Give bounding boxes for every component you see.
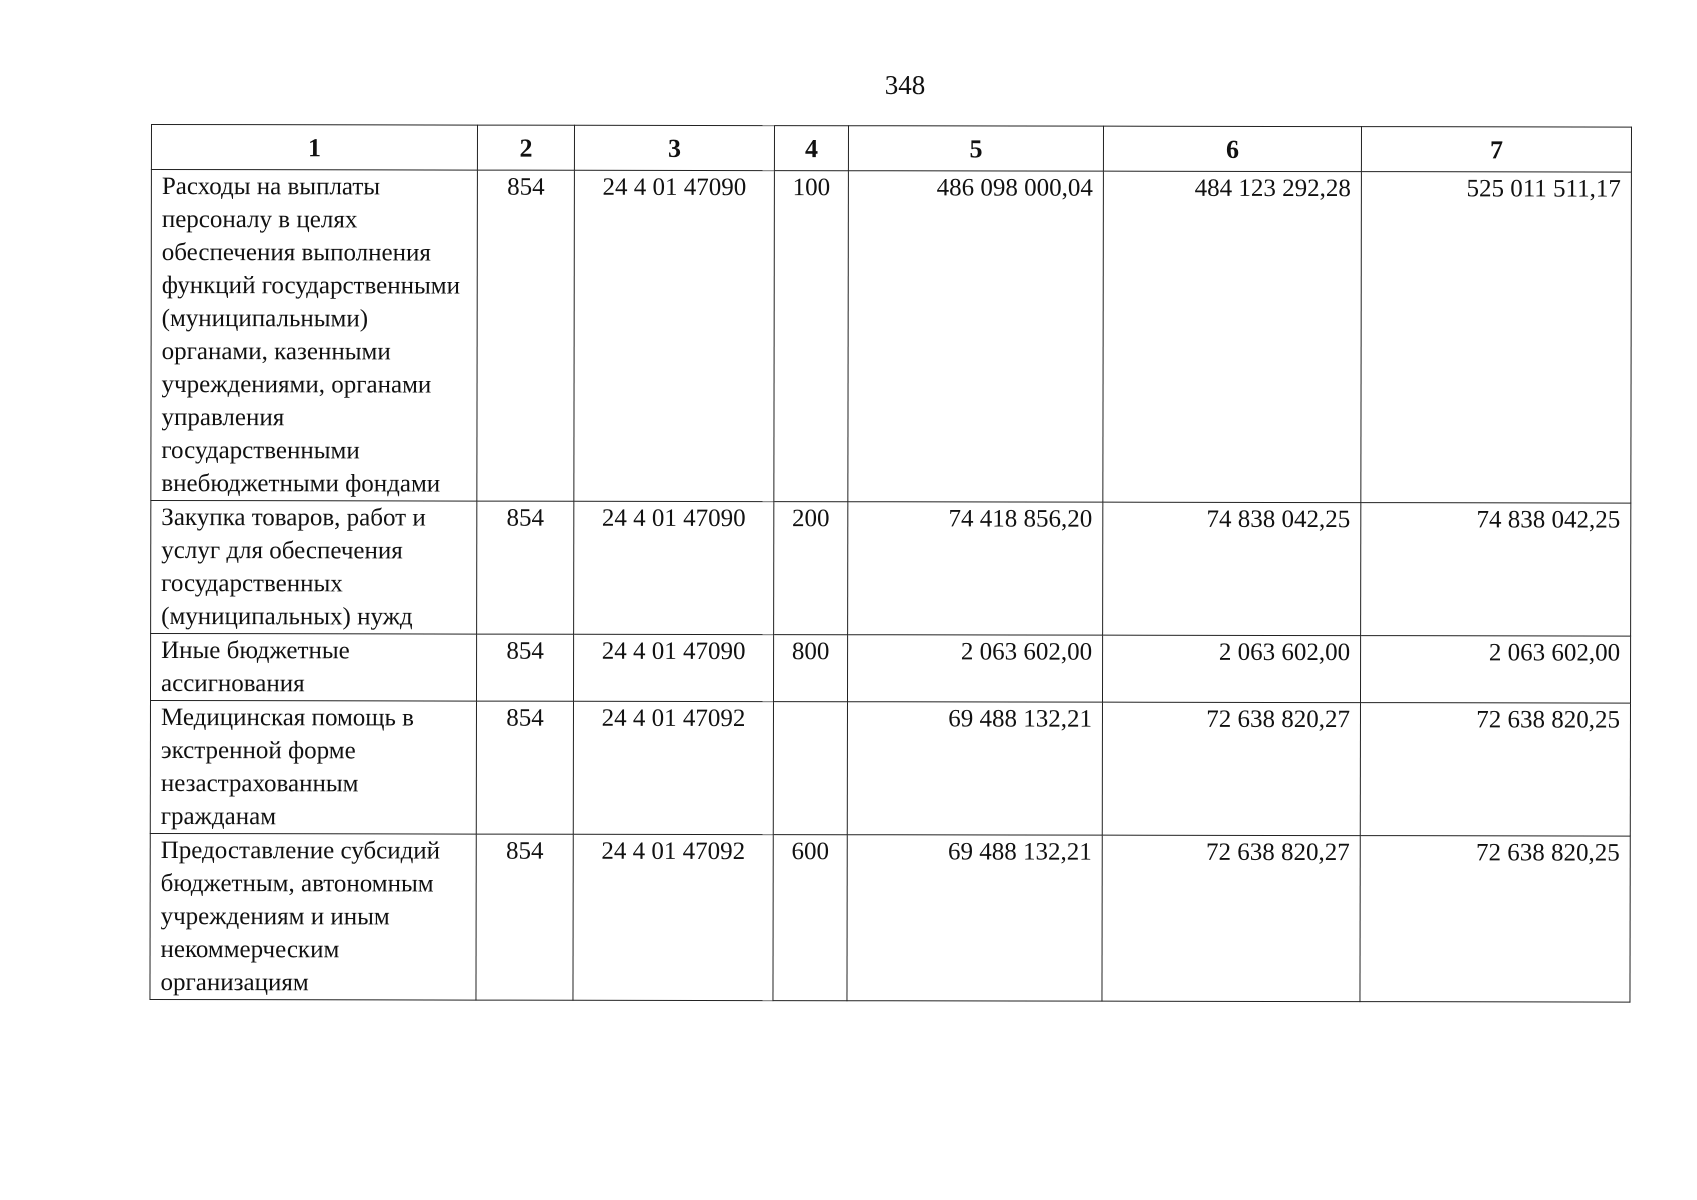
cell-amount-col5: 486 098 000,04 (848, 171, 1104, 502)
cell-amount-col6: 72 638 820,27 (1102, 835, 1360, 1001)
table-row (150, 634, 1630, 704)
cell-amount-col7: 72 638 820,25 (1360, 703, 1630, 836)
cell-target-article: 24 4 01 47090 (573, 634, 773, 701)
cell-name: Иные бюджетные ассигнования (150, 634, 476, 702)
cell-name: Предоставление субсидий бюджетным, автономным учреждениям и иным некоммерческим организациям (150, 833, 476, 1000)
cell-expense-type: 100 (774, 171, 849, 502)
column-header-2: 2 (477, 125, 574, 170)
cell-name: Расходы на выплаты персоналу в целях обеспечения выполнения функций государственными (муниципальными) органами, казенными учреждениями, органами управления государственными внебюджетными фондами (151, 170, 478, 502)
budget-table (149, 124, 1632, 1003)
cell-amount-col7: 525 011 511,17 (1361, 172, 1632, 503)
cell-name: Закупка товаров, работ и услуг для обеспечения государственных (муниципальных) нужд (151, 501, 477, 635)
cell-ministry: 854 (476, 834, 573, 1000)
cell-target-article: 24 4 01 47090 (574, 501, 774, 634)
cell-amount-col6: 484 123 292,28 (1103, 171, 1362, 502)
cell-amount-col6: 72 638 820,27 (1102, 702, 1360, 835)
table-row (151, 170, 1632, 504)
table-row (150, 833, 1630, 1002)
cell-target-article: 24 4 01 47092 (573, 701, 773, 834)
cell-amount-col5: 69 488 132,21 (847, 702, 1102, 835)
cell-target-article: 24 4 01 47092 (573, 834, 773, 1000)
cell-amount-col7: 72 638 820,25 (1360, 836, 1630, 1002)
cell-amount-col6: 74 838 042,25 (1103, 502, 1361, 635)
cell-amount-col6: 2 063 602,00 (1102, 635, 1360, 702)
cell-ministry: 854 (477, 170, 575, 501)
column-header-5: 5 (848, 126, 1103, 171)
cell-expense-type: 800 (773, 635, 847, 702)
column-header-1: 1 (151, 125, 477, 171)
column-header-4: 4 (774, 126, 848, 171)
cell-target-article: 24 4 01 47090 (574, 170, 775, 501)
table-row (150, 701, 1630, 837)
cell-amount-col7: 74 838 042,25 (1361, 503, 1631, 636)
cell-amount-col5: 74 418 856,20 (848, 502, 1103, 635)
page-number: 348 (884, 70, 926, 100)
column-header-3: 3 (574, 125, 774, 170)
cell-amount-col5: 69 488 132,21 (847, 835, 1102, 1001)
cell-ministry: 854 (476, 701, 573, 834)
cell-amount-col7: 2 063 602,00 (1360, 636, 1630, 703)
cell-expense-type (773, 702, 847, 835)
cell-amount-col5: 2 063 602,00 (847, 635, 1102, 702)
cell-expense-type: 600 (773, 835, 847, 1001)
cell-ministry: 854 (476, 634, 573, 701)
column-header-6: 6 (1103, 126, 1361, 171)
column-header-7: 7 (1361, 127, 1631, 172)
cell-name: Медицинская помощь в экстренной форме незастрахованным гражданам (150, 701, 476, 835)
table-header-row (151, 125, 1631, 173)
table-row (151, 501, 1631, 637)
cell-ministry: 854 (477, 501, 574, 634)
cell-expense-type: 200 (774, 502, 848, 635)
